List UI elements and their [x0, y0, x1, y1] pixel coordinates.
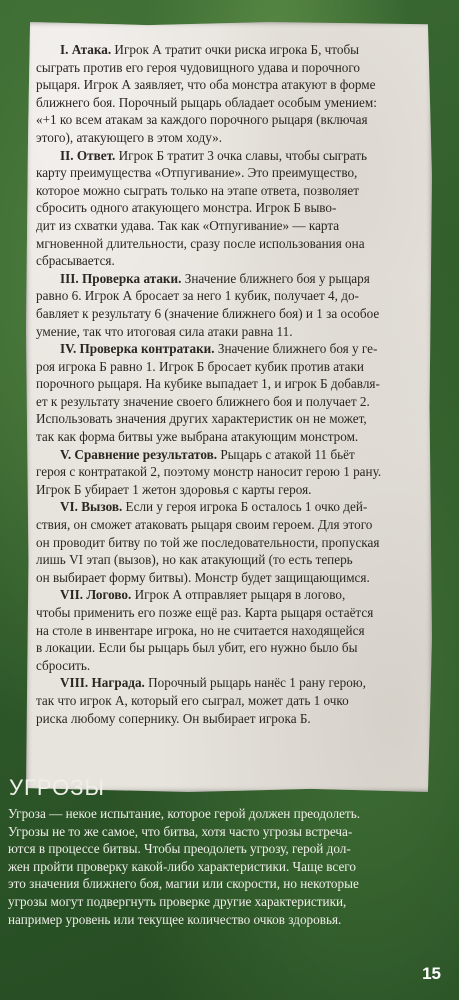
step-2: II. Ответ. Игрок Б тратит 3 очка славы, чтобы сыграть карту преимущества «Отпугивание». Это преимущество, которое можно сыграть только на этапе ответа, позволяет сбросить одного атакующего монстра. Игрок Б выво- дит из схватки удава. Так как «Отпугивание» — карта мгновенной длительности, сразу после использования она сбрасывается. — [36, 147, 368, 269]
step-title: III. Проверка атаки. — [60, 270, 182, 286]
step-title: VIII. Награда. — [60, 675, 145, 691]
section-title: УГРОЗЫ — [9, 775, 105, 800]
step-8: VIII. Награда. Порочный рыцарь нанёс 1 рану герою, так что игрок А, который его сыграл, может дать 1 очко риска любому сопернику. Он выбирает игрока Б. — [36, 675, 366, 726]
step-4: IV. Проверка контратаки. Значение ближнего боя у ге- роя игрока Б равно 1. Игрок Б бросает кубик против атаки порочного рыцаря. На кубике выпадает 1, и игрок Б добавля- ет к результату значение своего ближнего боя и получает 2. Использовать значения других характеристик он не может, так как форма битвы уже выбрана атакующим монстром. — [36, 341, 380, 445]
step-title: IV. Проверка контратаки. — [60, 341, 215, 357]
step-title: I. Атака. — [60, 42, 112, 57]
step-title: VI. Вызов. — [60, 499, 123, 515]
step-title: VII. Логово. — [60, 587, 132, 603]
step-5: V. Сравнение результатов. Рыцарь с атакой 11 бьёт героя с контратакой 2, поэтому монстр наносит герою 1 рану. Игрок Б убирает 1 жетон здоровья с карты героя. — [36, 446, 382, 497]
step-3: III. Проверка атаки. Значение ближнего боя у рыцаря равно 6. Игрок А бросает за него 1 кубик, получает 4, до- бавляет к результату 6 (значение ближнего боя) и 1 за особое умение, так что итоговая сила атаки равна 11. — [36, 270, 380, 339]
example-steps — [36, 41, 420, 727]
step-title: II. Ответ. — [60, 147, 116, 163]
page-number: 15 — [422, 964, 441, 983]
section-body: Угроза — некое испытание, которое герой должен преодолеть. Угрозы не то же самое, что битва, хотя часто угрозы встреча- ются в процессе битвы. Чтобы преодолеть угрозу, герой дол- жен пройти проверку какой-либо характеристики. Чаще всего это значения ближнего боя, магии или скорости, но некоторые угрозы могут подвергнуть проверке другие характеристики, например уровень или текущее количество очков здоровья. — [8, 806, 361, 927]
step-7: VII. Логово. Игрок А отправляет рыцаря в логово, чтобы применить его позже ещё раз. Карта рыцаря остаётся на столе в инвентаре игрока, но не считается находящейся в локации. Если бы рыцарь был убит, его нужно было бы сбросить. — [36, 587, 374, 673]
step-1: I. Атака. Игрок А тратит очки риска игрока Б, чтобы сыграть против его героя чудовищного удава и порочного рыцаря. Игрок А заявляет, что оба монстра атакуют в форме ближнего боя. Порочный рыцарь обладает особым умением: «+1 ко всем атакам за каждого порочного рыцаря (включая этого), атакующего в этом ходу». — [36, 42, 377, 145]
step-title: V. Сравнение результатов. — [60, 446, 218, 462]
step-6: VI. Вызов. Если у героя игрока Б осталось 1 очко дей- ствия, он сможет атаковать рыцаря своим героем. Для этого он проводит битву по той же последовательности, пропуская лишь VI этап (вызов), но как атакующий (то есть теперь он выбирает форму битвы). Монстр будет защищающимся. — [36, 499, 380, 585]
